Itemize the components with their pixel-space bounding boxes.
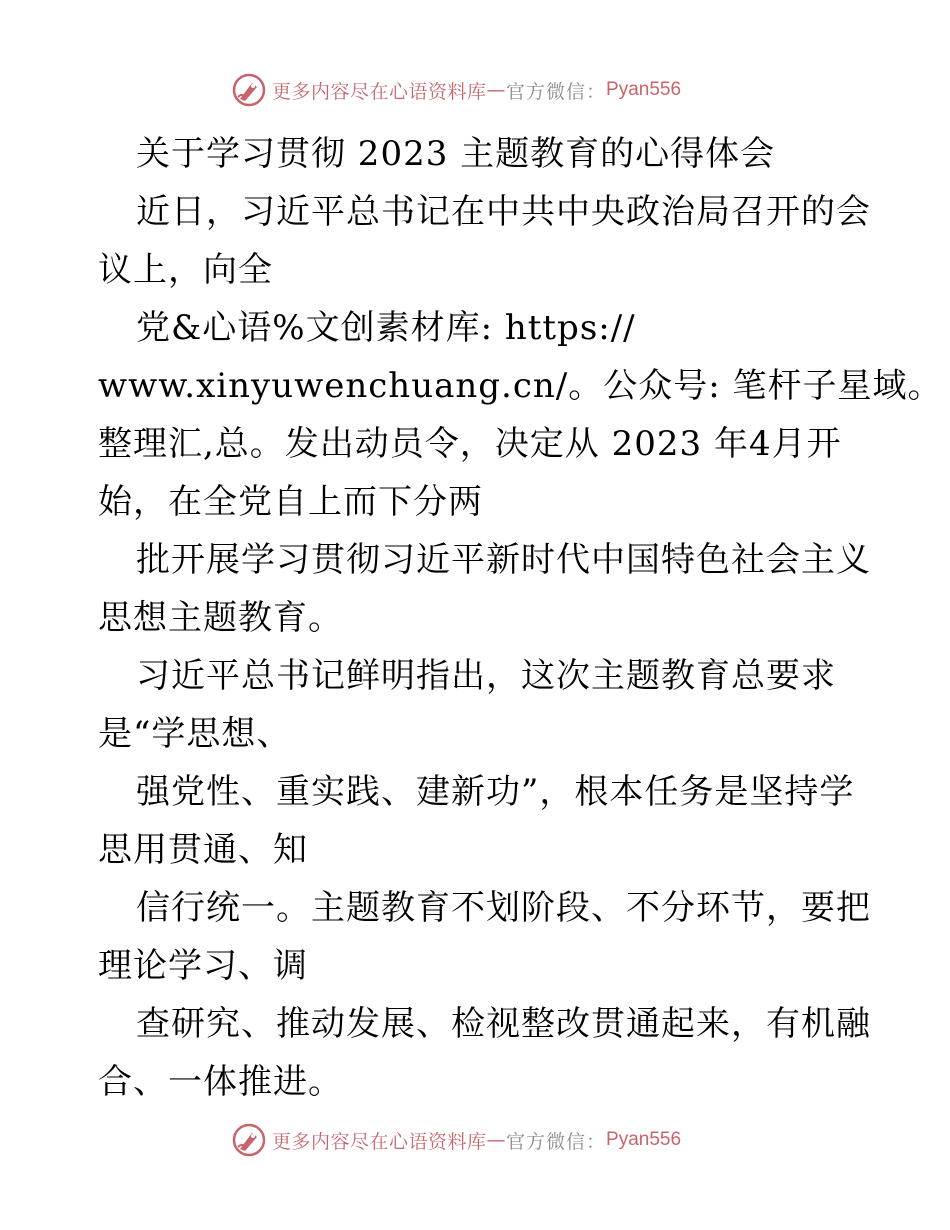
text-line: 是“学思想、 [98,714,292,754]
pen-nib-logo-icon [232,1123,266,1157]
text-line: 思想主题教育。 [98,598,343,638]
document-title: 关于学习贯彻 2023 主题教育的心得体会 [136,134,776,174]
watermark-dash: — [486,1129,507,1151]
footer-watermark [232,1120,681,1160]
text-line: 思用贯通、知 [98,830,308,870]
text-line: 习近平总书记鲜明指出，这次主题教育总要求 [136,656,836,696]
text-line: 理论学习、调 [98,946,308,986]
pen-nib-logo-icon [232,73,266,107]
text-line: 信行统一。主题教育不划阶段、不分环节，要把 [136,888,871,928]
text-line: www.xinyuwenchuang.cn/。公众号: 笔杆子星域。 [98,366,943,406]
text-line: 近日，习近平总书记在中共中央政治局召开的会 [136,192,871,232]
watermark-label: 官方微信： [506,1130,607,1153]
text-line: 合、一体推进。 [98,1062,343,1102]
document-body [98,125,943,1111]
text-line: 查研究、推动发展、检视整改贯通起来，有机融 [136,1004,871,1044]
header-watermark [232,70,681,110]
watermark-id: Pyan556 [606,79,682,100]
text-line: 批开展学习贯彻习近平新时代中国特色社会主义 [136,540,871,580]
text-line: 党&心语%文创素材库: https:// [136,308,636,348]
text-line: 整理汇,总。发出动员令，决定从 2023 年4月开 [98,424,842,464]
watermark-text: 更多内容尽在心语资料库 [272,1130,487,1153]
text-line: 强党性、重实践、建新功”，根本任务是坚持学 [136,772,855,812]
text-line: 议上，向全 [98,250,273,290]
watermark-dash: — [486,79,507,101]
text-line: 始，在全党自上而下分两 [98,482,483,522]
watermark-text: 更多内容尽在心语资料库 [272,80,487,103]
watermark-label: 官方微信： [506,80,607,103]
watermark-id: Pyan556 [606,1129,682,1150]
